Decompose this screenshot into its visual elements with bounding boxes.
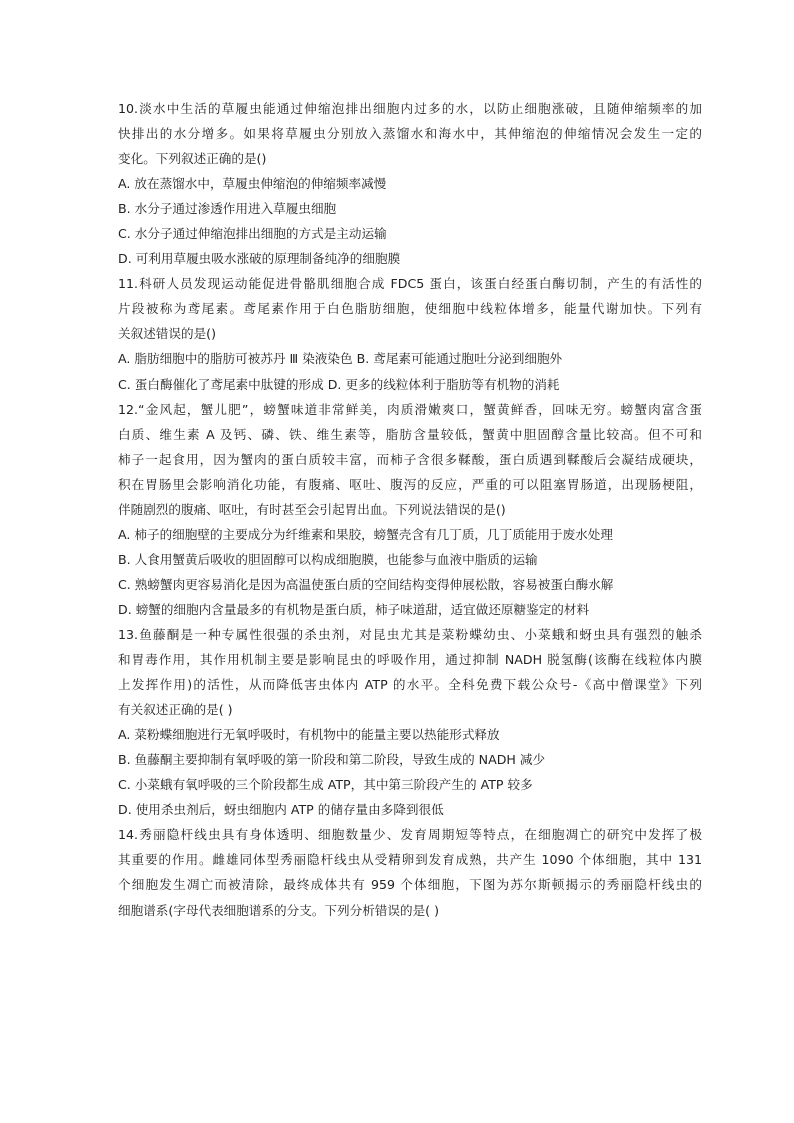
question-text-line: 快排出的水分增多。如果将草履虫分别放入蒸馏水和海水中，其伸缩泡的伸缩情况会发生一定的: [118, 126, 702, 142]
question-text-line: 细胞谱系(字母代表细胞谱系的分支。下列分析错误的是( ): [118, 902, 439, 918]
option-c: C. 熟螃蟹肉更容易消化是因为高温使蛋白质的空间结构变得伸展松散，容易被蛋白酶水解: [118, 576, 614, 592]
option-d: D. 使用杀虫剂后，蚜虫细胞内 ATP 的储存量由多降到很低: [118, 802, 444, 818]
question-text-line: 有关叙述正确的是( ): [118, 702, 233, 718]
option-a: A. 菜粉蝶细胞进行无氧呼吸时，有机物中的能量主要以热能形式释放: [118, 727, 500, 743]
option-c: C. 水分子通过伸缩泡排出细胞的方式是主动运输: [118, 226, 387, 242]
option-a-b: A. 脂肪细胞中的脂肪可被苏丹 Ⅲ 染液染色 B. 鸢尾素可能通过胞吐分泌到细胞外: [118, 351, 563, 367]
document-page: [118, 96, 702, 923]
option-b: B. 鱼藤酮主要抑制有氧呼吸的第一阶段和第二阶段，导致生成的 NADH 减少: [118, 752, 546, 768]
question-text-line: 变化。下列叙述正确的是(): [118, 151, 267, 167]
option-c-d: C. 蛋白酶催化了鸢尾素中肽键的形成 D. 更多的线粒体利于脂肪等有机物的消耗: [118, 376, 560, 392]
question-13: [118, 622, 702, 822]
question-text-line: 个细胞发生凋亡而被清除，最终成体共有 959 个体细胞，下图为苏尔斯顿揭示的秀丽隐杆线虫的: [118, 877, 702, 893]
option-a: A. 柿子的细胞壁的主要成分为纤维素和果胶，螃蟹壳含有几丁质，几丁质能用于废水处理: [118, 526, 613, 542]
question-text-line: 白质、维生素 A 及钙、磷、铁、维生素等，脂肪含量较低，蟹黄中胆固醇含量比较高。但不可和: [118, 426, 702, 442]
option-b: B. 水分子通过渗透作用进入草履虫细胞: [118, 201, 337, 217]
question-text-line: 10.淡水中生活的草履虫能通过伸缩泡排出细胞内过多的水，以防止细胞涨破，且随伸缩频率的加: [118, 101, 702, 116]
option-d: D. 可利用草履虫吸水涨破的原理制备纯净的细胞膜: [118, 251, 401, 267]
question-text-line: 其重要的作用。雌雄同体型秀丽隐杆线虫从受精卵到发育成熟，共产生 1090 个体细胞，其中 131: [118, 852, 702, 868]
question-text-line: 11.科研人员发现运动能促进骨骼肌细胞合成 FDC5 蛋白，该蛋白经蛋白酶切制，产生的有活性的: [118, 276, 702, 292]
question-10: [118, 96, 702, 271]
question-text-line: 和胃毒作用，其作用机制主要是影响昆虫的呼吸作用，通过抑制 NADH 脱氢酶(该酶在线粒体内膜: [118, 652, 702, 668]
question-text-line: 伴随剧烈的腹痛、呕吐，有时甚至会引起胃出血。下列说法错误的是(): [118, 501, 506, 517]
question-text-line: 关叙述错误的是(): [118, 326, 216, 342]
question-text-line: 上发挥作用)的活性，从而降低害虫体内 ATP 的水平。全科免费下载公众号-《高中僧课堂》下列: [118, 677, 702, 693]
option-c: C. 小菜蛾有氧呼吸的三个阶段都生成 ATP，其中第三阶段产生的 ATP 较多: [118, 777, 533, 793]
option-a: A. 放在蒸馏水中，草履虫伸缩泡的伸缩频率减慢: [118, 176, 387, 192]
question-11: [118, 271, 702, 396]
option-d: D. 螃蟹的细胞内含量最多的有机物是蛋白质，柿子味道甜，适宜做还原糖鉴定的材料: [118, 601, 590, 617]
question-14: [118, 822, 702, 922]
question-text-line: 积在胃肠里会影响消化功能，有腹痛、呕吐、腹泻的反应，严重的可以阻塞胃肠道，出现肠梗阻，: [118, 476, 702, 492]
question-text-line: 片段被称为鸢尾素。鸢尾素作用于白色脂肪细胞，使细胞中线粒体增多，能量代谢加快。下列有: [118, 301, 702, 317]
question-text-line: 柿子一起食用，因为蟹肉的蛋白质较丰富，而柿子含很多鞣酸，蛋白质遇到鞣酸后会凝结成硬块，: [118, 451, 702, 467]
question-text-line: 13.鱼藤酮是一种专属性很强的杀虫剂，对昆虫尤其是菜粉蝶幼虫、小菜蛾和蚜虫具有强烈的触杀: [118, 626, 702, 642]
question-text-line: 14.秀丽隐杆线虫具有身体透明、细胞数量少、发育周期短等特点，在细胞凋亡的研究中发挥了极: [118, 827, 702, 843]
question-12: [118, 397, 702, 622]
question-text-line: 12.“金风起，蟹儿肥”，螃蟹味道非常鲜美，肉质滑嫩爽口，蟹黄鲜香，回味无穷。螃蟹肉富含蛋: [118, 401, 702, 417]
option-b: B. 人食用蟹黄后吸收的胆固醇可以构成细胞膜，也能参与血液中脂质的运输: [118, 551, 538, 567]
